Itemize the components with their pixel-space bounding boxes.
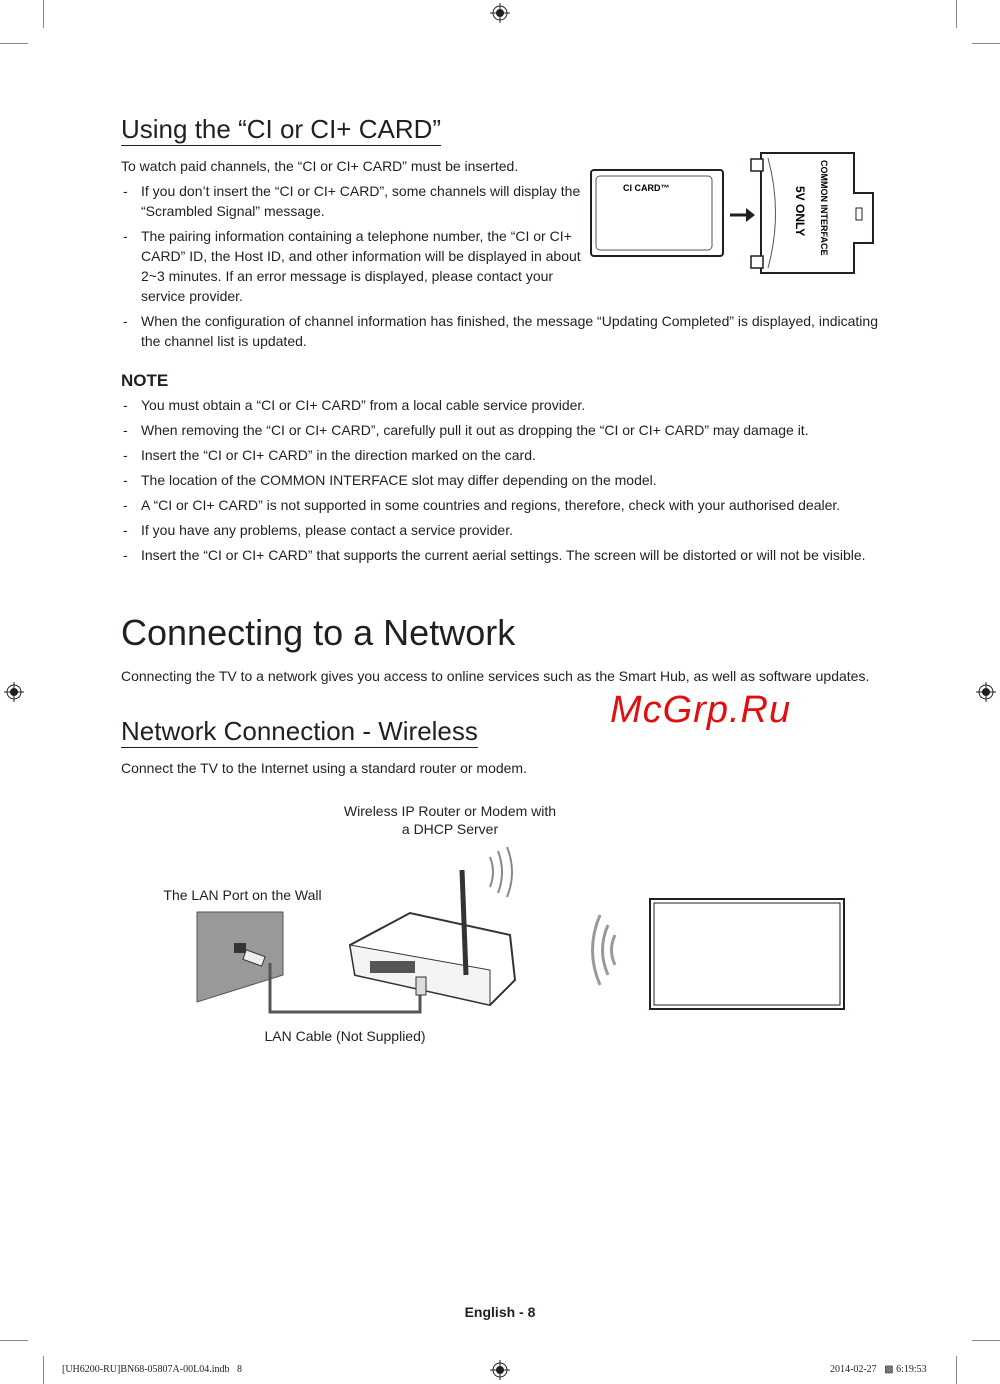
crop-mark [956,0,957,28]
crop-mark [43,1356,44,1384]
wifi-signal-icon [593,915,616,985]
watermark: McGrp.Ru [610,689,792,731]
wifi-waves-icon [490,847,512,897]
note-item: - A “CI or CI+ CARD” is not supported in some countries and regions, therefore, check with your authorised dealer. [121,495,921,515]
wireless-intro: Connect the TV to the Internet using a standard router or modem. [121,760,527,776]
network-diagram [190,845,860,1020]
router-label-line: Wireless IP Router or Modem with [343,803,557,819]
ci-section-title: Using the “CI or CI+ CARD” [121,114,442,144]
crop-mark [956,1356,957,1384]
wall-label: The LAN Port on the Wall [163,887,322,903]
note-item: - The location of the COMMON INTERFACE slot may differ depending on the model. [121,470,921,490]
slot-label-common-interface: COMMON INTERFACE [819,160,829,256]
crop-mark [972,43,1000,44]
print-timestamp: 2014-02-27 ▩ 6:19:53 [830,1364,927,1375]
router-label-line: a DHCP Server [401,821,499,837]
ci-intro: To watch paid channels, the “CI or CI+ CARD” must be inserted. [121,158,519,174]
page-number: English - 8 [464,1304,536,1320]
ci-card-illustration [588,148,878,280]
wireless-title: Network Connection - Wireless [121,716,478,746]
note-item: - Insert the “CI or CI+ CARD” that supports the current aerial settings. The screen will be distorted or will not be visible. [121,545,921,565]
registration-mark-icon [976,682,996,702]
registration-mark-icon [490,1360,510,1380]
file-info: [UH6200-RU]BN68-05807A-00L04.indb 8 [62,1364,242,1375]
slot-label-5v: 5V ONLY [793,186,807,237]
crop-mark [972,1340,1000,1341]
network-intro: Connecting the TV to a network gives you access to online services such as the Smart Hub, as well as software updates. [121,668,870,684]
note-item: - Insert the “CI or CI+ CARD” in the direction marked on the card. [121,445,921,465]
registration-mark-icon [490,3,510,23]
crop-mark [0,1340,28,1341]
note-item: - When removing the “CI or CI+ CARD”, carefully pull it out as dropping the “CI or CI+ CARD” may damage it. [121,420,921,440]
note-item: - You must obtain a “CI or CI+ CARD” from a local cable service provider. [121,395,921,415]
registration-mark-icon [4,682,24,702]
network-title: Connecting to a Network [121,612,516,653]
ci-bullet: - The pairing information containing a telephone number, the “CI or CI+ CARD” ID, the Host ID, and other information will be displayed in about 2~3 minutes. If an error message is displayed, please contact your service provider. [121,226,586,306]
card-label: CI CARD™ [623,183,670,193]
ci-bullet: - If you don’t insert the “CI or CI+ CARD”, some channels will display the “Scrambled Signal” message. [121,181,586,221]
tv-icon [650,899,844,1009]
cable-label: LAN Cable (Not Supplied) [264,1028,426,1044]
crop-mark [0,43,28,44]
note-item: - If you have any problems, please contact a service provider. [121,520,921,540]
crop-mark [43,0,44,28]
router-label [330,802,570,838]
ci-bullet: - When the configuration of channel information has finished, the message “Updating Completed” is displayed, indicating the channel list is updated. [121,311,901,351]
note-title: NOTE [121,371,169,390]
